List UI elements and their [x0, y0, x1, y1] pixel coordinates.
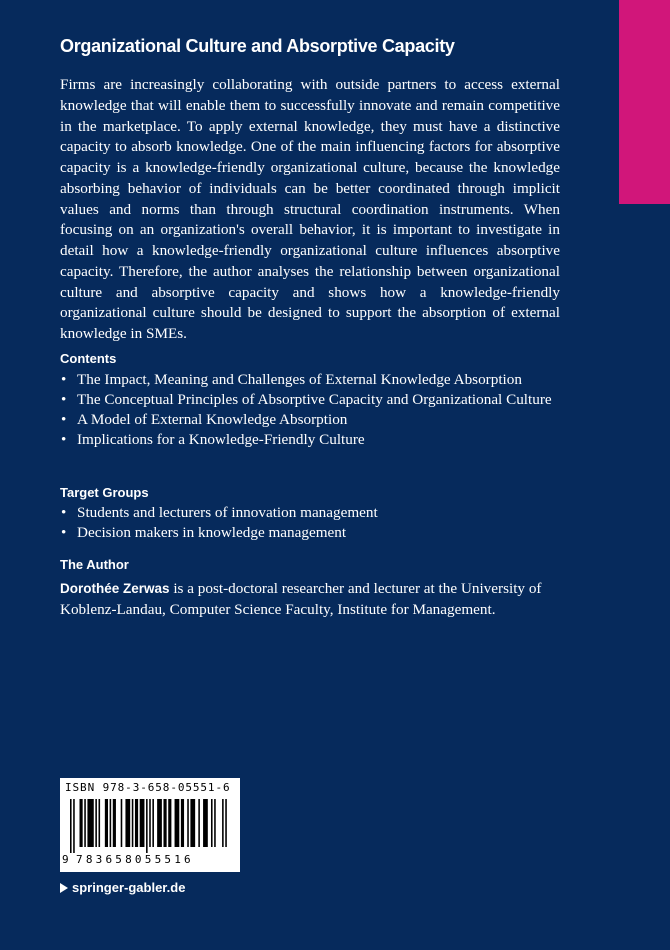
target-groups-heading: Target Groups: [60, 485, 149, 500]
barcode-bar: [105, 799, 108, 847]
barcode-bar: [175, 799, 180, 847]
barcode-bar: [87, 799, 93, 847]
barcode-bar: [149, 799, 151, 847]
barcode-bar: [121, 799, 123, 847]
barcode-bar: [187, 799, 189, 847]
barcode-digits: 783658055516: [76, 853, 194, 866]
website-text: springer-gabler.de: [72, 880, 186, 895]
barcode-bar: [225, 799, 227, 847]
barcode-bar: [95, 799, 97, 847]
barcode-bar: [99, 799, 101, 847]
barcode-first-digit: 9: [62, 853, 69, 866]
book-description: Firms are increasingly collaborating with outside partners to access external knowledge that will enable them to successfully innovate and remain competitive in the marketplace. To apply external knowledge, they must have a distinctive capacity to absorb knowledge. One of the main influencing factors for absorptive capacity is a knowledge-friendly organizational culture, because the knowledge absorbing behavior of individuals can be better coordinated through implicit values and norms than through structural coordination instruments. When focusing on an organization's overall behavior, it is important to investigate in detail how a knowledge-friendly organizational culture influences absorptive capacity. Therefore, the author analyses the relationship between organizational culture and absorptive capacity and shows how a knowledge-friendly organizational culture should be designed to support the absorption of external knowledge in SMEs.: [60, 76, 560, 342]
contents-heading: Contents: [60, 351, 117, 366]
barcode-bar: [70, 799, 72, 853]
contents-item: • The Impact, Meaning and Challenges of External Knowledge Absorption: [60, 370, 560, 390]
barcode-bar: [181, 799, 184, 847]
barcode-bar: [190, 799, 195, 847]
book-title: Organizational Culture and Absorptive Capacity: [60, 36, 455, 56]
barcode-bar: [152, 799, 154, 847]
barcode-bar: [163, 799, 166, 847]
author-bio: [60, 579, 560, 620]
contents-list: [60, 370, 560, 450]
barcode-bar: [211, 799, 213, 847]
barcode-bar: [135, 799, 138, 847]
barcode-graphic: [70, 799, 230, 853]
publisher-website: [60, 880, 185, 896]
contents-item: • The Conceptual Principles of Absorptive Capacity and Organizational Culture: [60, 390, 560, 410]
barcode-bar: [84, 799, 86, 847]
barcode-bar: [80, 799, 83, 847]
author-name: Dorothée Zerwas: [60, 581, 170, 596]
barcode-bar: [146, 799, 148, 853]
arrow-right-icon: [60, 883, 68, 893]
barcode-bar: [157, 799, 162, 847]
barcode-bar: [113, 799, 116, 847]
barcode-bar: [132, 799, 134, 847]
target-group-item: • Decision makers in knowledge management: [60, 523, 560, 543]
isbn-barcode-box: [60, 778, 240, 872]
barcode-bar: [214, 799, 216, 847]
barcode-bar: [140, 799, 145, 847]
accent-color-bar: [619, 0, 670, 204]
barcode-bar: [73, 799, 75, 853]
author-heading: The Author: [60, 557, 129, 572]
barcode-bar: [198, 799, 200, 847]
author-bio-text: is a post-doctoral researcher and lecturer at the University of Koblenz-Landau, Computer Science Faculty, Institute for Management.: [60, 580, 542, 618]
target-group-item: • Students and lecturers of innovation management: [60, 503, 560, 523]
barcode-bar: [168, 799, 171, 847]
barcode-bar: [110, 799, 112, 847]
barcode-bar: [125, 799, 130, 847]
contents-item: • Implications for a Knowledge-Friendly Culture: [60, 430, 560, 450]
barcode-bar: [222, 799, 224, 847]
barcode-bar: [203, 799, 208, 847]
contents-item: • A Model of External Knowledge Absorption: [60, 410, 560, 430]
isbn-label: ISBN 978-3-658-05551-6: [65, 781, 231, 794]
target-groups-list: [60, 503, 560, 543]
